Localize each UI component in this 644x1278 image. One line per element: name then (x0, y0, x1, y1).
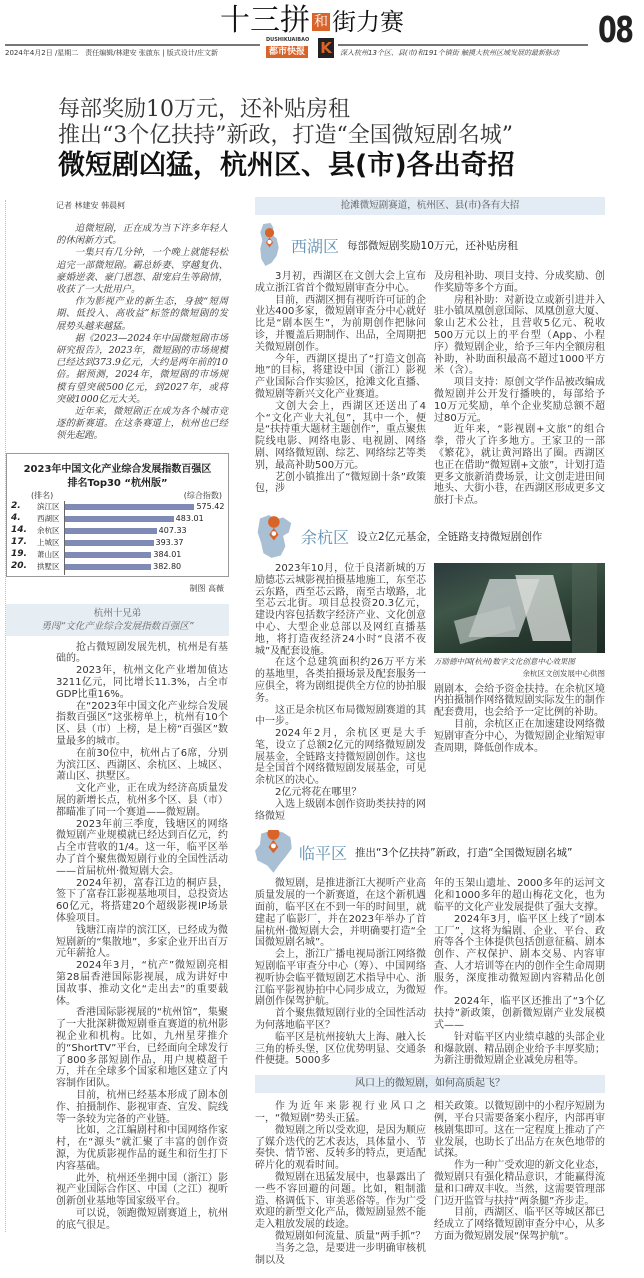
slogan: 深入杭州13个区、县(市)和191个镇街 触摸大杭州区域发展的最新脉动 (340, 49, 559, 57)
paragraph: 2024年3月，“杭产”微短剧亮相第28届香港国际影视展，成为讲好中国故事、推动文化“走出去”的重要载体。 (56, 960, 228, 1007)
divider (5, 44, 260, 46)
paragraph: 微短剧之所以受欢迎，是因为顺应了媒介迭代的艺术表达，具体量小、节奏快、情节密、反转多的特点，更适配碎片化的观看时间。 (255, 1124, 426, 1172)
paragraph-continued: 及房租补助、项目支持、分成奖励、创作奖励等多个方面。 (434, 271, 605, 294)
xihu-map-pin-icon (255, 223, 285, 267)
category-label: 萧山区 (37, 549, 60, 559)
paragraph: 2023年前三季度，钱塘区的网络微短剧产业规模就已经达到百亿元，约占全市营收的1/4。这一年，临平区举办了首个聚焦微短剧行业的全国性活动——首届杭州·微短剧大会。 (56, 818, 228, 877)
paragraph: 目前，西湖区、临平区等城区都已经成立了网络微短剧审查分中心，从多方面为微短剧发展“保驾护航”。 (434, 1207, 605, 1242)
bottom-section-title: 风口上的微短剧，如何高质起飞？ (255, 1075, 605, 1093)
paragraph: 今年，西湖区提出了“打造文创高地”的目标，将建设中国（浙江）影视产业国际合作实验区，抢滩文化直播、微短剧等新兴文化产业赛道。 (255, 353, 426, 400)
bar (65, 540, 154, 546)
sidebar-title: 杭州十兄弟 (93, 607, 142, 619)
paragraph: 钱塘江南岸的滨江区，已经成为微短剧新的“集散地”，多家企业开出百万元年薪抢人。 (56, 924, 228, 960)
linping-col1 (255, 878, 426, 1067)
left-column (5, 200, 228, 1232)
paragraph: 一集只有几分钟，一个晚上就能轻松追完一部微短剧。霸总娇妻、穿越复仇、豪婚逆袭、豪门恩怨、甜宠启生等剧情，收获了一大批用户。 (56, 247, 228, 296)
rank-label: 2. (11, 500, 21, 511)
paragraph: 文创大会上，西湖区还送出了4个“文化产业大礼包”，其中一个，便是“扶持重大题材主题创作”，重点聚焦院线电影、网络电影、电视剧、网络剧、网络微短剧、综艺、网络综艺等类别，最高补助500万元。 (255, 400, 426, 471)
paragraph: 据《2023—2024年中国微短剧市场研究报告》，2023年，微短剧的市场规模已经达到373.9亿元，大约是两年前的10倍。据预测，2024年，微短剧的市场规模有望突破500亿元，到2027年，或将突破1000亿元大关。 (56, 332, 228, 405)
paragraph: 2023年，杭州文化产业增加值达3211亿元，同比增长11.3%，占全市GDP比重16%。 (56, 665, 228, 700)
section-yuhang (255, 515, 605, 823)
paragraph: 抢占微短剧发展先机，杭州是有基础的。 (56, 641, 228, 665)
paragraph: 艺创小镇推出了“微短剧十条”政策包，涉 (255, 471, 426, 495)
bottom-col2 (434, 1101, 605, 1266)
paragraph: 目前，西湖区拥有视听许可证的企业达400多家，微短剧审查分中心就好比是“剧本医生”，为前期创作把脉问诊，并覆盖后期制作、出品，全周期把关微短剧创作。 (255, 294, 426, 353)
rank-axis-label: (排名) (31, 490, 54, 500)
newspaper-logo: 都市快报 (266, 46, 308, 58)
section-title-yuhang: 余杭区 (301, 528, 350, 548)
bar (65, 564, 151, 570)
category-label: 滨江区 (37, 501, 60, 511)
masthead-text: 十三拼 (220, 3, 310, 38)
paragraph: 此外，杭州还坐拥中国（浙江）影视产业国际合作区、中国（之江）视听创新创业基地等国家级平台。 (56, 1172, 228, 1208)
paragraph: 2024年初，富春江边的桐庐县，签下了富春江影视基地项目，总投资达60亿元，将搭建20个超级影视IP场景体验项目。 (56, 877, 228, 924)
page-number: 08 (598, 10, 633, 51)
photo-caption: 万励德中国(杭州)数字文化创意中心效果图 (434, 656, 575, 666)
section-subtitle-xihu: 每部微短剧奖励10万元，还补贴房租 (347, 239, 518, 252)
byline: 记者 林建安 韩晨柯 (56, 201, 126, 210)
paragraph: 微短剧如何流量、质量“两手抓”？ (275, 1230, 426, 1242)
section-xihu (255, 223, 605, 507)
yuhang-col1 (255, 563, 426, 823)
masthead (220, 4, 404, 39)
section-linping (255, 830, 605, 1067)
value-label: 407.33 (158, 525, 187, 535)
paragraph: 追微短剧，正在成为当下许多年轻人的休闲新方式。 (56, 223, 228, 247)
masthead-text: 街力赛 (332, 8, 404, 36)
right-area (255, 197, 605, 1272)
paragraph: 目前，余杭区正在加速建设网络微短剧审查分中心，为微短剧企业缩短审查周期，降低创作成本。 (434, 718, 605, 754)
paragraph: 2024年2月，余杭区更是大手笔，设立了总额2亿元的网络微短剧发展基金，全链路支持微短剧创作。这也是全国首个网络微短剧发展基金，可见余杭区的决心。 (255, 728, 426, 787)
sidebar-title-box (6, 604, 229, 636)
category-label: 西湖区 (37, 513, 60, 523)
bar (65, 552, 151, 558)
bar (65, 504, 194, 510)
paragraph: 目前，杭州已经基本形成了剧本创作、拍摄制作、影视审查、宣发、院线等一条较为完备的产业链。 (56, 1089, 228, 1125)
masthead-badge: 和 (314, 14, 328, 30)
divider (338, 44, 588, 46)
section-title-xihu: 西湖区 (291, 236, 340, 256)
ranking-chart (6, 453, 229, 577)
paragraph: 2024年，临平区还推出了“3个亿扶持”新政策，创新微短剧产业发展模式—— (434, 996, 605, 1032)
value-label: 393.37 (155, 537, 184, 547)
k-logo-icon: K (318, 38, 334, 58)
paragraph: 作为影视产业的新生态，身披“短周期、低投入、高收益”标签的微短剧的发展势头越来越猛。 (56, 296, 228, 332)
section-band: 抢滩微短剧赛道，杭州区、县(市)各有大招 (255, 197, 605, 215)
rank-label: 14. (11, 524, 27, 535)
rank-label: 4. (11, 512, 21, 523)
bar (65, 528, 157, 534)
headline-line2: 推出“3个亿扶持”新政，打造“全国微短剧名城” (58, 123, 513, 148)
category-label: 拱墅区 (37, 561, 60, 571)
paragraph-continued: 剧剧本，会给予资金扶持。在余杭区境内拍摄制作网络微短剧实际发生的制作配套费用，也会给予一定比例的补助。 (434, 683, 605, 719)
paragraph: 入选上级剧本创作资助类扶持的网络微短 (255, 798, 426, 822)
bottom-col1 (255, 1101, 426, 1266)
bar (65, 516, 174, 522)
linping-map-pin-icon (255, 830, 293, 874)
paragraph: 微短剧在迅猛发展中，也暴露出了一些不容回避的问题。比如，粗制滥造、格调低下、审美恶俗等。作为广受欢迎的新型文化产品，微短剧显然不能走入粗放发展的歧途。 (255, 1172, 426, 1231)
section-subtitle-linping: 推出“3个亿扶持”新政，打造“全国微短剧名城” (355, 846, 573, 859)
value-label: 382.80 (153, 561, 182, 571)
yuhang-col2 (434, 563, 605, 823)
chart-title: 2023年中国文化产业综合发展指数百强区 (23, 463, 212, 475)
paragraph: 作为近年来影视行业风口之一，“微短剧”势头正猛。 (255, 1101, 426, 1125)
intro-text (56, 223, 228, 443)
axis-line (64, 501, 65, 575)
paragraph: 这正是余杭区布局微短剧赛道的其中一步。 (255, 704, 426, 728)
chart-subtitle: 排名Top30 “杭州版” (67, 477, 168, 489)
rank-label: 19. (11, 548, 27, 559)
value-label: 483.01 (175, 513, 204, 523)
value-label: 384.01 (153, 549, 182, 559)
linping-col2 (434, 878, 605, 1067)
main-headline: 微短剧凶猛，杭州区、县(市)各出奇招 (58, 150, 515, 181)
photo-credit: 余杭区文创发展中心供图 (522, 668, 605, 678)
headline-line1: 每部奖励10万元，还补贴房租 (58, 97, 350, 122)
paragraph: 临平区是杭州接轨大上海、融入长三角的桥头堡，区位优势明显、交通条件便捷。5000多 (255, 1031, 426, 1067)
paragraph: 3月初，西湖区在文创大会上宣布成立浙江省首个微短剧审查分中心。 (255, 271, 426, 294)
section-bottom (255, 1075, 605, 1266)
paragraph-continued: 相关政策。以微短剧中的小程序短剧为例，平台只需要备案小程序，内部再审核剧集即可。这在一定程度上推动了产业发展，也助长了出品方在灰色地带的试探。 (434, 1101, 605, 1160)
paragraph: 近年来，微短剧正在成为各个城市竞逐的新赛道。在这条赛道上，杭州也已经领先起跑。 (56, 406, 228, 442)
paragraph: 2023年10月，位于良渚新城的万励德芯云城影视拍摄基地施工，东至芯云东路，西至芯云路，南至古墩路，北至芯云北街。项目总投资20.3亿元，建设内容包括数字经济产业、文化创意中心、大型企业总部以及网红直播基地，将打造夜经济24小时“良渚不夜城”及配套设施。 (255, 562, 426, 657)
paragraph: 会上，浙江广播电视局浙江网络微短剧临平审查分中心（筹）、中国网络视听协会临平微短剧艺术指导中心、浙江临平影视协拍中心同步成立，为微短剧创作保驾护航。 (255, 949, 426, 1008)
paragraph: 文化产业，正在成为经济高质量发展的新增长点，杭州多个区、县（市）都瞄准了同一个赛道——微短剧。 (56, 783, 228, 818)
paragraph: 房租补助：对新设立或新引进并入驻小镇凤凰创意国际、凤凰创意大厦、象山艺术公社，且营收5亿元、税收500万元以上的平台型（App、小程序）微短剧企业，给予三年内全额房租补助，补助面积最高不超过1000平方米（含）。 (434, 294, 605, 377)
paragraph: 香港国际影视展的“杭州馆”，集聚了一大批深耕微短剧垂直赛道的杭州影视企业和机构。比如，九州星芽推介的“ShortTV”平台，已经面向全球发行了800多部短剧作品，用户规模超千万，并在全球多个国家和地区建立了内容制作团队。 (56, 1007, 228, 1090)
index-axis-label: (综合指数) (183, 490, 222, 500)
chart-credit: 制图 高薇 (189, 583, 224, 593)
paragraph: 可以说，领跑微短剧赛道上，杭州的底气很足。 (56, 1207, 228, 1231)
rank-label: 17. (11, 536, 27, 547)
category-label: 上城区 (37, 537, 60, 547)
section-subtitle-yuhang: 设立2亿元基金，全链路支持微短剧创作 (357, 531, 543, 544)
section-title-linping: 临平区 (299, 843, 348, 863)
paragraph-continued: 年的玉架山遗址、2000多年的运河文化和1000多年的超山梅花文化，也为临平的文化产业发展提供了强大支撑。 (434, 878, 605, 914)
paragraph: 微短剧，是推进浙江大视听产业高质量发展的一个新赛道，在这个新机遇面前，临平区在不到一年的时间里，就建起了临影厂，并在2023年举办了首届杭州·微短剧大会，并明确要打造“全国微短剧名城”。 (255, 878, 426, 949)
left-body-text (56, 642, 228, 1232)
category-label: 余杭区 (37, 525, 60, 535)
project-rendering-photo (434, 563, 605, 653)
dateline: 2024年4月2日 /星期二 责任编辑/林建安 张啟东 | 版式设计/庄文新 (5, 49, 219, 57)
xihu-col1 (255, 271, 426, 507)
paragraph: 近年来，“影视剧+文旅”的组合拳，带火了许多地方。王家卫的一部《繁花》，就让黄河路出了圈。西湖区也正在借助“微短剧+文旅”，计划打造更多文旅新消费场景，让文创走进田间地头、大街小巷，在西湖区形成更多文旅打卡点。 (434, 424, 605, 507)
paragraph: 在“2023年中国文化产业综合发展指数百强区”这张榜单上，杭州有10个区、县（市）上榜，是上榜“百强区”数量最多的城市。 (56, 700, 228, 748)
paragraph: 当务之急，是要进一步明确审核机制以及 (255, 1242, 426, 1266)
paragraph: 首个聚焦微短剧行业的全国性活动为何落地临平区？ (255, 1008, 426, 1032)
logo-english: DUSHIKUAIBAO (266, 37, 310, 43)
rank-label: 20. (11, 560, 27, 571)
paragraph: 作为一种广受欢迎的新文化业态，微短剧只有强化精品意识，才能赢得流量和口碑双丰收。当然，这需要管理部门迈开监管与扶持“两条腿”齐步走。 (434, 1160, 605, 1207)
paragraph: 比如，之江编剧村和中国网络作家村，在“源头”就汇聚了丰富的创作资源，为优质影视作品的诞生和衍生打下内容基础。 (56, 1125, 228, 1172)
paragraph: 在前30位中，杭州占了6席，分别为滨江区、西湖区、余杭区、上城区、萧山区、拱墅区。 (56, 747, 228, 783)
paragraph: 2亿元将花在哪里？ (275, 787, 362, 799)
paragraph: 在这个总建筑面积约26万平方米的基地里，各类拍摄场景及配套服务一应俱全，将为剧组提供全方位的协拍服务。 (255, 657, 426, 704)
yuhang-map-pin-icon (255, 515, 295, 559)
paragraph: 针对临平区内业绩卓越的头部企业和爆款剧、精品剧企业给予丰厚奖励；为新注册微短剧企业减免房租等。 (434, 1031, 605, 1067)
value-label: 575.42 (196, 501, 225, 511)
xihu-col2 (434, 271, 605, 507)
paragraph: 项目支持：原创文学作品被改编成微短剧并公开发行播映的，每部给予10万元奖励，单个企业奖励总额不超过80万元。 (434, 377, 605, 424)
sidebar-subtitle: 勇闯“文化产业综合发展指数百强区” (41, 620, 194, 632)
paragraph: 2024年3月，临平区上线了“剧本工厂”，这将为编剧、企业、平台、政府等各个主体提供包括创意征稿、剧本创作、产权保护、剧本交易、内容审查、人才培训等在内的创作全生命周期服务，深度推动微短剧内容精品化创作。 (434, 913, 605, 996)
